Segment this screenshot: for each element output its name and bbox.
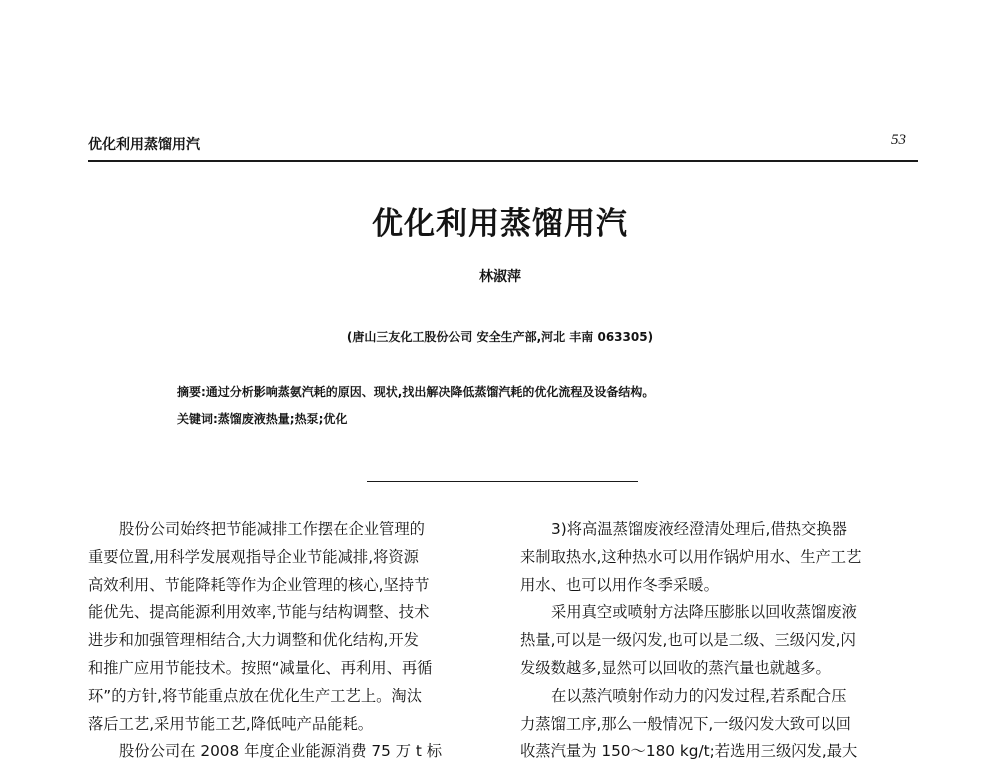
left-column [88, 516, 488, 766]
body-line: 股份公司始终把节能减排工作摆在企业管理的 [119, 520, 425, 538]
body-line: 用水、也可以用作冬季采暖。 [520, 575, 719, 594]
body-line: 力蒸馏工序,那么一般情况下,一级闪发大致可以回 [520, 714, 851, 733]
body-line: 和推广应用节能技术。按照“减量化、再利用、再循 [88, 658, 433, 677]
body-line: 收蒸汽量为 150～180 kg/t;若选用三级闪发,最大 [520, 742, 858, 761]
body-line: 环”的方针,将节能重点放在优化生产工艺上。淘汰 [88, 686, 423, 705]
author-name: 林淑萍 [479, 269, 521, 285]
body-line: 能优先、提高能源利用效率,节能与结构调整、技术 [88, 603, 430, 622]
body-line: 股份公司在 2008 年度企业能源消费 75 万 t 标 [119, 742, 443, 761]
article-title: 优化利用蒸馏用汽 [372, 206, 628, 242]
body-line: 热量,可以是一级闪发,也可以是二级、三级闪发,闪 [520, 631, 856, 650]
section-divider [367, 481, 638, 482]
abstract: 摘要:通过分析影响蒸氨汽耗的原因、现状,找出解决降低蒸馏汽耗的优化流程及设备结构。 [177, 385, 655, 399]
right-column [520, 516, 920, 766]
body-line: 发级数越多,显然可以回收的蒸汽量也就越多。 [520, 658, 831, 677]
body-line: 采用真空或喷射方法降压膨胀以回收蒸馏废液 [551, 603, 857, 622]
page-number: 53 [891, 132, 906, 148]
body-line: 来制取热水,这种热水可以用作锅炉用水、生产工艺 [520, 547, 862, 566]
author-affiliation: (唐山三友化工股份公司 安全生产部,河北 丰南 063305) [346, 330, 654, 344]
running-title: 优化利用蒸馏用汽 [88, 137, 200, 153]
keywords: 关键词:蒸馏废液热量;热泵;优化 [177, 412, 348, 426]
body-line: 3)将高温蒸馏废液经澄清处理后,借热交换器 [551, 520, 847, 538]
body-line: 在以蒸汽喷射作动力的闪发过程,若系配合压 [551, 686, 847, 705]
body-line: 高效利用、节能降耗等作为企业管理的核心,坚持节 [88, 575, 430, 594]
body-line: 重要位置,用科学发展观指导企业节能减排,将资源 [88, 547, 419, 566]
body-line: 落后工艺,采用节能工艺,降低吨产品能耗。 [88, 714, 374, 733]
running-header [88, 132, 918, 162]
body-line: 进步和加强管理相结合,大力调整和优化结构,开发 [88, 631, 419, 650]
